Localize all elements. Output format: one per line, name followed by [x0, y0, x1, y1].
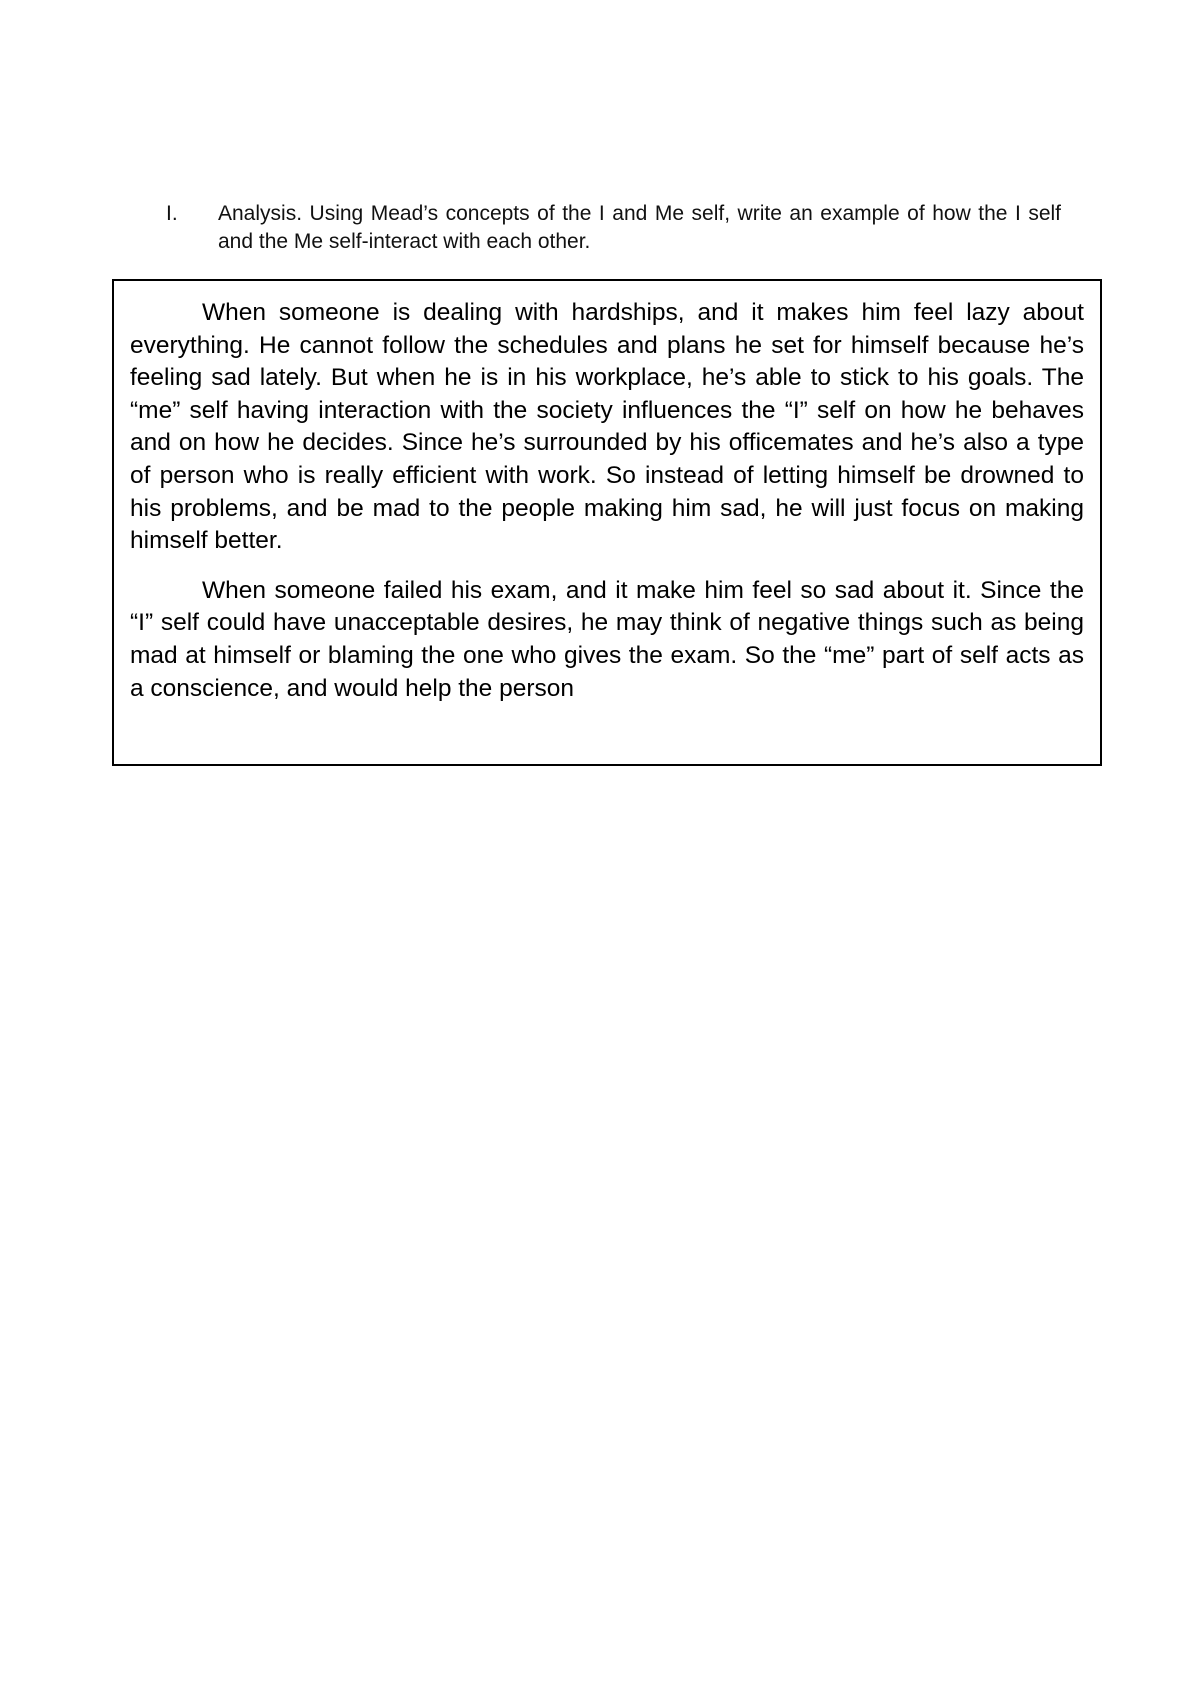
question-text: Analysis. Using Mead’s concepts of the I and Me self, write an example of how the I self and the Me self-interact with each other. [218, 202, 1061, 253]
question-item [166, 200, 1061, 256]
answer-box [112, 279, 1102, 766]
question-number: I. [166, 202, 178, 225]
answer-paragraph-1: When someone is dealing with hardships, and it makes him feel lazy about everything. He cannot follow the schedules and plans he set for himself because he’s feeling sad lately. But when he is in his workplace, he’s able to stick to his goals. The “me” self having interaction with the society influences the “I” self on how he behaves and on how he decides. Since he’s surrounded by his officemates and he’s also a type of person who is really efficient with work. So instead of letting himself be drowned to his problems, and be mad to the people making him sad, he will just focus on making himself better. [130, 299, 1084, 555]
answer-paragraph-2: When someone failed his exam, and it make him feel so sad about it. Since the “I” self could have unacceptable desires, he may think of negative things such as being mad at himself or blaming the one who gives the exam. So the “me” part of self acts as a conscience, and would help the person [130, 576, 1084, 702]
